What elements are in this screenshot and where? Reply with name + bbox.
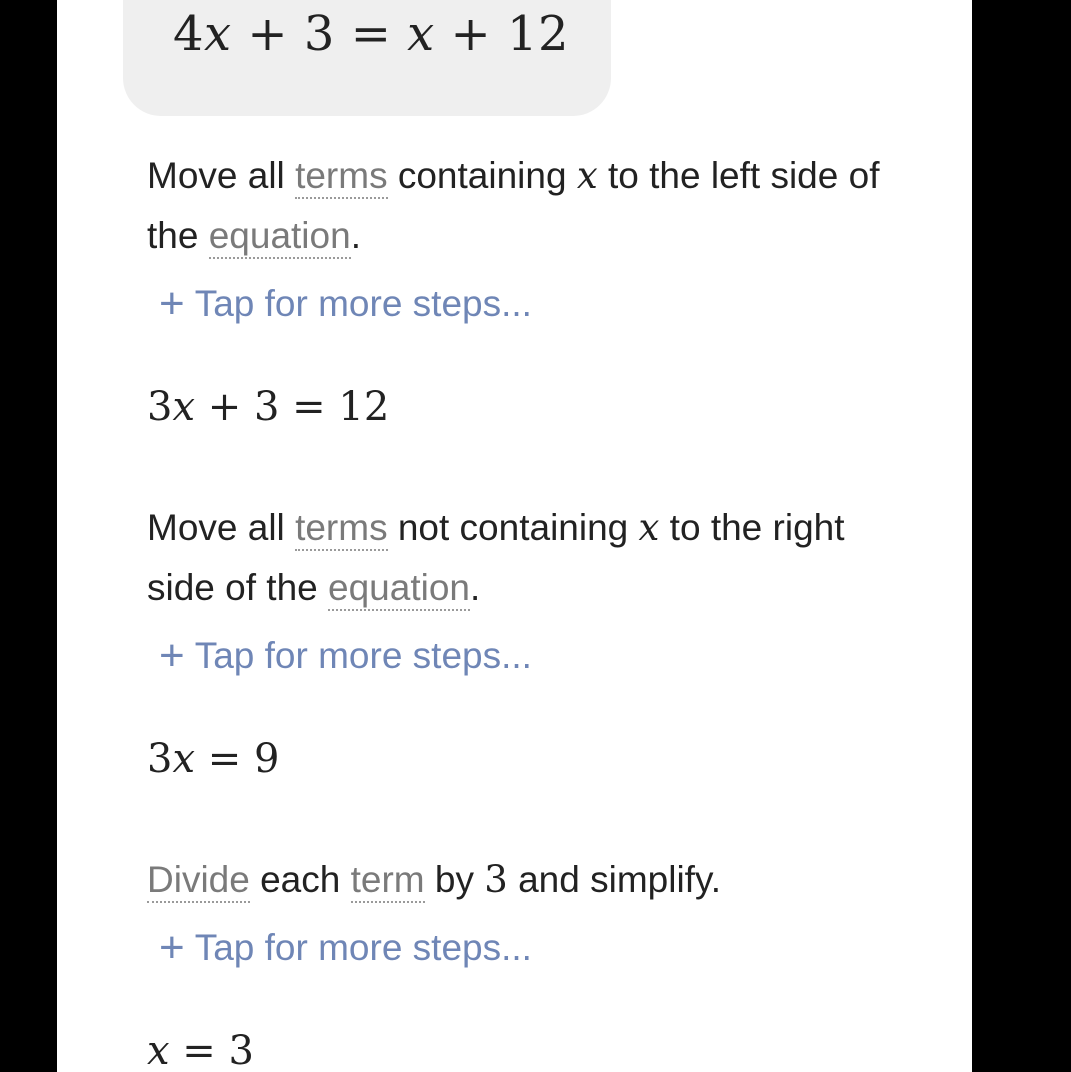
term-link-divide[interactable]: Divide [147, 859, 250, 903]
problem-equation [173, 6, 569, 62]
tap-label: Tap for more steps... [194, 635, 532, 676]
tap-for-more-steps-3[interactable] [159, 923, 532, 972]
inline-var: x [638, 506, 660, 549]
term-link-term[interactable]: term [351, 859, 425, 903]
tap-label: Tap for more steps... [194, 927, 532, 968]
term-link-terms[interactable]: terms [295, 155, 388, 199]
step-2-result: 3x = 9 [147, 736, 280, 782]
inline-var: x [576, 154, 598, 197]
term-link-equation[interactable]: equation [209, 215, 351, 259]
plus-icon: + [159, 923, 185, 972]
problem-rhs-const: 12 [507, 6, 570, 62]
tap-for-more-steps-2[interactable] [159, 631, 532, 680]
inline-number: 3 [484, 858, 508, 901]
problem-lhs-const: 3 [303, 6, 335, 62]
tap-label: Tap for more steps... [194, 283, 532, 324]
problem-var: x [204, 6, 232, 62]
problem-equals: = [350, 6, 392, 62]
step-2-description: Move all terms not containing x to the right side of the equation. [147, 498, 907, 618]
final-answer: x = 3 [147, 1028, 254, 1072]
plus-icon: + [159, 279, 185, 328]
problem-plus: + [247, 6, 289, 62]
step-1-description: Move all terms containing x to the left side of the equation. [147, 146, 907, 266]
problem-rhs-var: x [407, 6, 435, 62]
tap-for-more-steps-1[interactable] [159, 279, 532, 328]
problem-rhs-plus: + [450, 6, 492, 62]
plus-icon: + [159, 631, 185, 680]
term-link-terms[interactable]: terms [295, 507, 388, 551]
term-link-equation[interactable]: equation [328, 567, 470, 611]
step-3-description: Divide each term by 3 and simplify. [147, 858, 721, 901]
solution-panel [57, 0, 972, 1072]
step-1-result: 3x + 3 = 12 [147, 384, 390, 430]
problem-lhs-coef: 4 [173, 6, 205, 62]
